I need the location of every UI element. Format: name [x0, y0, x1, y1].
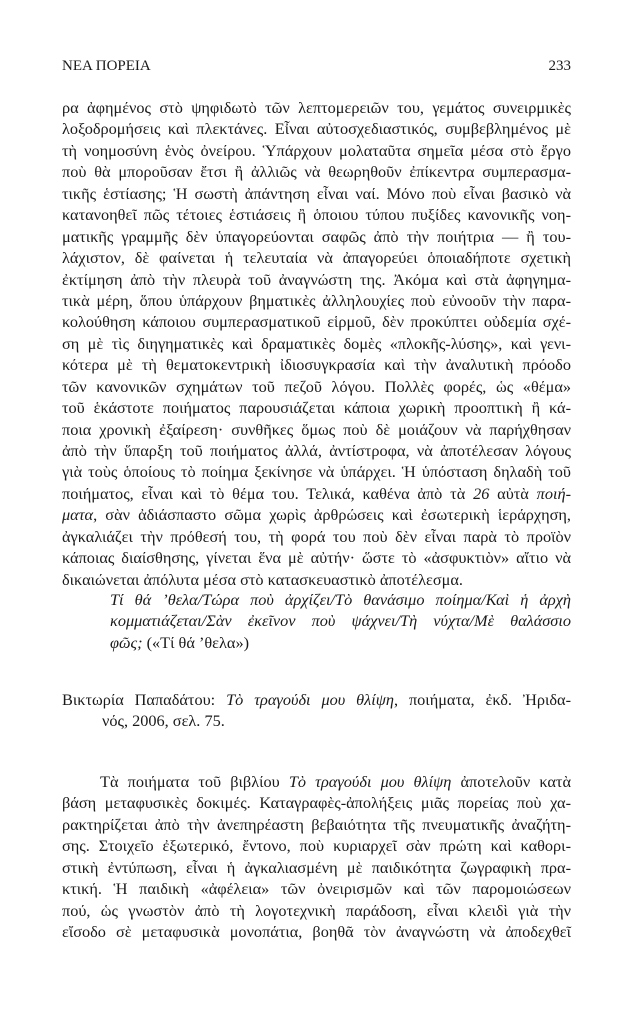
- text-segment: ματικῆς γραμμῆς δὲν ὑπαγορεύονται σαφῶς ἀπὸ τὴν ποιήτρια — ἢ του-: [62, 226, 571, 246]
- text-segment: ποὺ θὰ μποροῦσαν ἔτσι ἢ ἀλλιῶς νὰ θεωρηθοῦν ἐπίκεντρα συμπερασμα-: [62, 162, 571, 182]
- text-line: [110, 589, 571, 610]
- text-segment: κατανοηθεῖ πῶς τέτοιες ἑστιάσεις ἢ ὁποιου τύπου πυξίδες κανονικῆς νοη-: [62, 205, 571, 225]
- text-line: [62, 247, 571, 268]
- text-line: [62, 290, 571, 311]
- text-line: [62, 226, 571, 247]
- text-segment: Τὰ ποιήματα τοῦ βιβλίου: [100, 772, 289, 791]
- text-line: [62, 419, 571, 440]
- text-segment: ἐκτίμηση ἀπὸ τὴν πλευρὰ τοῦ ἀναγνώστη της. Ἀκόμα καὶ στὰ ἀφηγημα-: [62, 269, 571, 289]
- text-line: [62, 689, 571, 710]
- poem-quote: [110, 589, 571, 653]
- italic-text: 26: [473, 483, 490, 503]
- text-segment: λοξοδρομήσεις καὶ πλεκτάνες. Εἶναι αὐτοσχεδιαστικός, συμβεβλημένος μὲ: [62, 119, 571, 139]
- text-segment: κολούθηση κάποιου συμπερασματικοῦ εἱρμοῦ, δὲν προκύπτει οὐδεμία σχέ-: [62, 312, 571, 332]
- text-line: [62, 376, 571, 397]
- text-segment: αὐτὰ: [489, 483, 537, 503]
- text-line: [62, 354, 571, 375]
- text-line: [62, 857, 571, 878]
- text-segment: («Τί θά ’θελα»): [142, 632, 250, 652]
- text-line: [62, 311, 571, 332]
- page-number: 233: [548, 58, 571, 74]
- paragraph-2: [62, 771, 571, 943]
- text-line: [62, 526, 571, 547]
- italic-text: κομματιάζεται/Σὰν ἐκεῖνον ποὺ ψάχνει/Τὴ νύχτα/Μὲ θαλάσσιο: [110, 611, 571, 631]
- text-line: [62, 835, 571, 856]
- text-segment: τὴ νοημοσύνη ἑνὸς ὀνείρου. Ὑπάρχουν μολαταῦτα σημεῖα μέσα στὸ ἔργο: [62, 140, 571, 160]
- text-line: [62, 333, 571, 354]
- text-line: [62, 878, 571, 899]
- text-line: [62, 710, 571, 731]
- text-segment: ἀπὸ τὴν ὕπαρξη τοῦ ποιήματος ἀλλά, ἀντίστροφα, νὰ ἀποτέλεσαν λόγους: [62, 441, 571, 460]
- text-segment: κότερα μὲ τὴ θεματοκεντρικὴ ἰδιοσυγκρασία καὶ τὴν ἀναλυτικὴ πρόοδο: [62, 355, 571, 375]
- text-segment: λάχιστον, δὲ φαίνεται ἡ τελευταία νὰ ἀπαγορεύει ὁποιαδήποτε σχετικὴ: [62, 248, 571, 268]
- text-segment: εἴσοδο σὲ μεταφυσικὰ μονοπάτια, βοηθᾶ τὸν ἀναγνώστη νὰ ἀποδεχθεῖ: [62, 922, 571, 942]
- text-line: [62, 900, 571, 921]
- text-segment: τοῦ ἑκάστοτε ποιήματος παρουσιάζεται κάποια χωρικὴ προοπτικὴ ἢ κά-: [62, 398, 571, 418]
- text-segment: ρα ἀφημένος στὸ ψηφιδωτὸ τῶν λεπτομερειῶν του, γεμάτος συνειρμικὲς: [62, 98, 571, 117]
- text-line: [62, 140, 571, 161]
- paragraph-1: [62, 97, 571, 590]
- text-segment: κτική. Ἡ παιδικὴ «ἀφέλεια» τῶν ὀνειρισμῶν καὶ τῶν παρομοιώσεων: [62, 879, 571, 899]
- text-segment: , σὰν ἀδιάσπαστο σῶμα χωρὶς ἀρθρώσεις καὶ ἐσωτερικὴ ἱεράρχηση,: [93, 505, 571, 525]
- italic-text: ποιή-: [536, 483, 571, 503]
- text-segment: γιὰ τοὺς ὁποίους τὸ ποίημα ξεκίνησε νὰ ὑπάρχει. Ἡ ὑπόσταση δηλαδὴ τοῦ: [62, 462, 571, 482]
- text-line: [62, 569, 571, 590]
- running-header: [62, 58, 571, 75]
- text-line: [62, 483, 571, 504]
- italic-text: φῶς;: [110, 632, 143, 652]
- text-segment: ἀποτελοῦν κατὰ: [451, 772, 571, 791]
- text-line: [62, 97, 571, 118]
- running-title: ΝΕΑ ΠΟΡΕΙΑ: [62, 58, 151, 74]
- text-line: [62, 269, 571, 290]
- text-line: [62, 504, 571, 525]
- text-segment: πού, ὡς γνωστὸν ἀπὸ τὴ λογοτεχνικὴ παράδοση, εἶναι κλειδὶ γιὰ τὴν: [62, 900, 571, 920]
- text-segment: δικαιώνεται ἀπόλυτα μέσα στὸ κατασκευαστικὸ ἀποτέλεσμα.: [62, 569, 463, 589]
- text-line: [62, 792, 571, 813]
- text-line: [62, 161, 571, 182]
- text-line: [62, 440, 571, 461]
- text-line: [62, 118, 571, 139]
- text-line: [62, 183, 571, 204]
- text-segment: τικῆς ἑστίασης; Ἡ σωστὴ ἀπάντηση εἶναι ναί. Μόνο ποὺ εἶναι βασικὸ νὰ: [62, 183, 571, 203]
- text-segment: βάση μεταφυσικὲς δοκιμές. Καταγραφὲς-ἀπολήξεις μιᾶς πορείας ποὺ χα-: [62, 793, 571, 813]
- italic-text: ματα: [62, 505, 94, 525]
- text-segment: ρακτηρίζεται ἀπὸ τὴν ἀνεπηρέαστη βεβαιότητα τῆς πνευματικῆς ἀναζήτη-: [62, 814, 571, 834]
- text-segment: ποιήματος, εἶναι καὶ τὸ θέμα του. Τελικά, καθένα ἀπὸ τὰ: [62, 483, 474, 503]
- text-segment: ἀγκαλιάζει τὴν πρόθεσή του, τὴ φορά του ποὺ δὲν εἶναι παρὰ τὸ προϊὸν: [62, 526, 571, 546]
- text-line: [62, 461, 571, 482]
- italic-text: Τὸ τραγούδι μου θλίψη: [288, 772, 452, 791]
- text-segment: σης. Στοιχεῖο ἐξωτερικό, ἔντονο, ποὺ κυριαρχεῖ σὰν πρώτη καὶ καθορι-: [62, 836, 571, 856]
- text-line: [62, 204, 571, 225]
- text-line: [62, 814, 571, 835]
- text-line: [110, 632, 571, 653]
- text-segment: τικὰ μέρη, ὅπου ὑπάρχουν βηματικὲς ἀλληλουχίες ποὺ εὐνοοῦν τὴν παρα-: [62, 290, 571, 310]
- text-segment: , ποιήματα, ἐκδ. Ἠριδα-: [393, 690, 572, 709]
- text-segment: ποια χρονικὴ ἐξαίρεση· συνθῆκες ὅμως ποὺ δὲ μοιάζουν νὰ παρήχθησαν: [62, 419, 571, 439]
- text-line: [62, 547, 571, 568]
- text-line: [62, 397, 571, 418]
- text-segment: κάποιας διαίσθησης, γίνεται ἕνα μὲ αὐτήν· ὥστε τὸ «ἀσφυκτιὸν» αἴτιο νὰ: [62, 548, 571, 568]
- italic-text: Τὸ τραγούδι μου θλίψη: [226, 690, 394, 709]
- text-segment: Βικτωρία Παπαδάτου:: [62, 690, 227, 709]
- text-line: [62, 771, 571, 792]
- italic-text: Τί θά ’θελα/Τώρα ποὺ ἀρχίζει/Τὸ θανάσιμο ποίημα/Καὶ ἡ ἀρχὴ: [110, 590, 571, 609]
- text-segment: νός, 2006, σελ. 75.: [102, 711, 225, 731]
- text-segment: ση μὲ τὶς διηγηματικὲς καὶ δραματικὲς δομὲς «πλοκῆς-λύσης», καὶ γενι-: [62, 333, 571, 353]
- text-segment: στικὴ ἐντύπωση, εἶναι ἡ ἀγκαλιασμένη μὲ παιδικότητα ζωγραφικὴ πρα-: [62, 857, 571, 877]
- text-segment: τῶν κανονικῶν σχημάτων τοῦ πεζοῦ λόγου. Πολλὲς φορές, ὡς «θέμα»: [62, 376, 571, 396]
- text-line: [62, 921, 571, 942]
- text-line: [110, 610, 571, 631]
- book-citation: [62, 689, 571, 732]
